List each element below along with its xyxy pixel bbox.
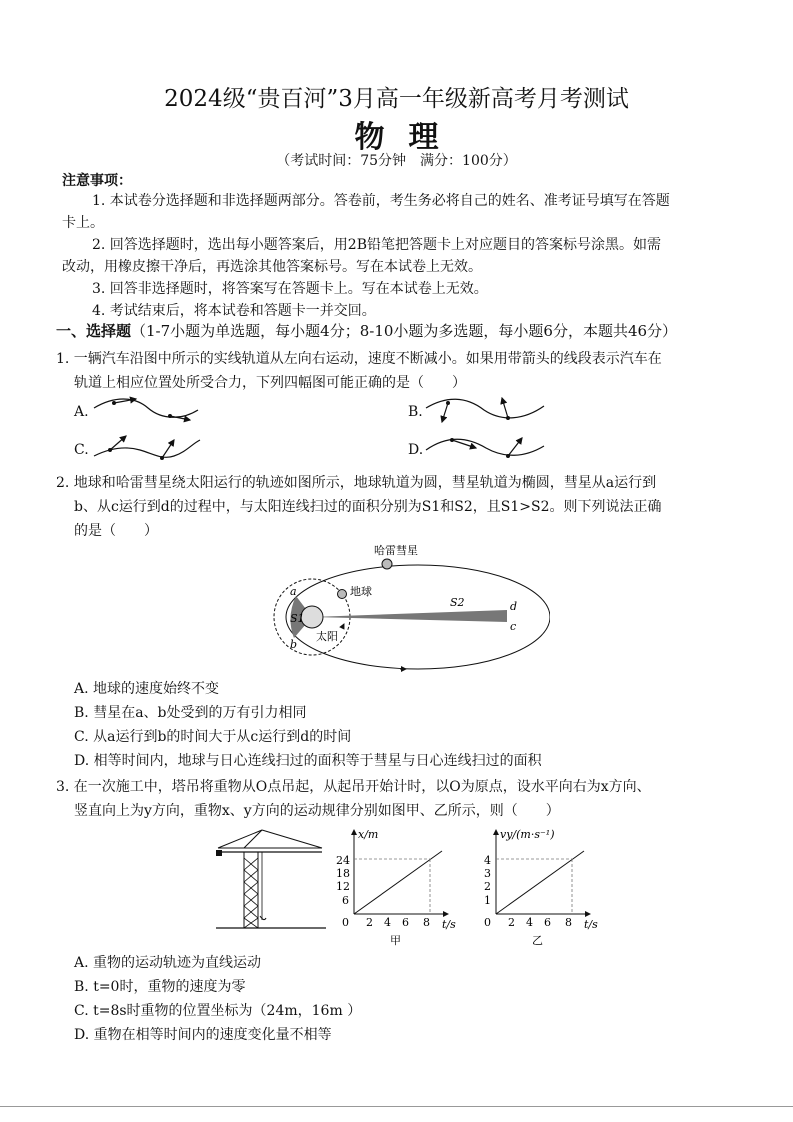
yi-xtick-2: 2 xyxy=(508,916,515,929)
yi-ytick-3: 3 xyxy=(484,867,491,880)
point-c-label: c xyxy=(510,620,517,633)
comet-icon xyxy=(382,559,392,569)
q3-option-c: C. t=8s时重物的位置坐标为（24m，16m ） xyxy=(74,1003,362,1019)
q1-option-c-label: C. xyxy=(74,442,89,458)
graph-yi xyxy=(478,826,628,950)
q2-line2: b、从c运行到d的过程中，与太阳连线扫过的面积分别为S1和S2，且S1>S2。则下列说法正确 xyxy=(74,499,662,515)
s1-label: S1 xyxy=(290,612,305,625)
yi-xlabel: t/s xyxy=(584,918,598,931)
q2-option-c: C. 从a运行到b的时间大于从c运行到d的时间 xyxy=(74,729,352,745)
footer-divider xyxy=(0,1106,793,1107)
q2-option-d: D. 相等时间内，地球与日心连线扫过的面积等于彗星与日心连线扫过的面积 xyxy=(74,753,542,769)
q3-option-d: D. 重物在相等时间内的速度变化量不相等 xyxy=(74,1027,332,1043)
yi-xtick-8: 8 xyxy=(565,916,572,929)
yi-caption: 乙 xyxy=(532,934,543,947)
s2-area xyxy=(312,610,507,622)
s2-label: S2 xyxy=(450,596,465,609)
exam-title: 2024级“贵百河”3月高一年级新高考月考测试 xyxy=(164,86,629,112)
point-d-label: d xyxy=(510,600,518,613)
jia-ytick-24: 24 xyxy=(336,854,350,867)
jia-xtick-2: 2 xyxy=(366,916,373,929)
yi-ylabel: vy/(m·s⁻¹) xyxy=(500,828,555,841)
jia-ytick-0: 0 xyxy=(342,916,349,929)
q1-line2: 轨道上相应位置处所受合力，下列四幅图可能正确的是（ ） xyxy=(74,375,466,391)
notice-item2-line1: 2. 回答选择题时，选出每小题答案后，用2B铅笔把答题卡上对应题目的答案标号涂黑。如需 xyxy=(92,237,662,253)
yi-ytick-4: 4 xyxy=(484,854,491,867)
sun-label: 太阳 xyxy=(316,630,338,643)
q1-option-d-figure xyxy=(424,430,548,464)
jia-ytick-12: 12 xyxy=(336,880,350,893)
q1-option-a-label: A. xyxy=(74,404,89,420)
jia-ytick-18: 18 xyxy=(336,867,350,880)
q2-line1: 2. 地球和哈雷彗星绕太阳运行的轨迹如图所示，地球轨道为圆，彗星轨道为椭圆，彗星从a运行到 xyxy=(56,475,657,491)
point-b-label: b xyxy=(290,638,298,651)
q2-orbit-figure xyxy=(270,540,550,674)
jia-xtick-4: 4 xyxy=(384,916,391,929)
q1-line1: 1. 一辆汽车沿图中所示的实线轨道从左向右运动，速度不断减小。如果用带箭头的线段表示汽车在 xyxy=(56,351,662,367)
notice-item3: 3. 回答非选择题时，将答案写在答题卡上。写在本试卷上无效。 xyxy=(92,281,488,297)
q3-line2: 竖直向上为y方向，重物x、y方向的运动规律分别如图甲、乙所示，则（ ） xyxy=(74,803,560,819)
yi-ytick-2: 2 xyxy=(484,880,491,893)
yi-xtick-6: 6 xyxy=(544,916,551,929)
notice-item1-line1: 1. 本试卷分选择题和非选择题两部分。答卷前，考生务必将自己的姓名、准考证号填写在答题 xyxy=(92,193,670,209)
subject-title: 物理 xyxy=(354,120,463,155)
yi-data-line xyxy=(496,851,584,914)
tower-crane-figure xyxy=(214,826,330,932)
q2-option-b: B. 彗星在a、b处受到的万有引力相同 xyxy=(74,705,307,721)
q3-line1: 3. 在一次施工中，塔吊将重物从O点吊起，从起吊开始计时，以O为原点，设水平向右为x方向、 xyxy=(56,779,651,795)
yi-xtick-4: 4 xyxy=(526,916,533,929)
q3-option-a: A. 重物的运动轨迹为直线运动 xyxy=(74,955,262,971)
notice-heading: 注意事项： xyxy=(62,173,132,189)
yi-ytick-0: 0 xyxy=(484,916,491,929)
point-a-label: a xyxy=(290,585,297,598)
q1-option-a-figure xyxy=(92,394,202,426)
notice-item1-line2: 卡上。 xyxy=(62,215,104,231)
notice-item4: 4. 考试结束后，将本试卷和答题卡一并交回。 xyxy=(92,303,376,319)
jia-xtick-6: 6 xyxy=(402,916,409,929)
jia-ytick-6: 6 xyxy=(342,894,349,907)
q2-option-a: A. 地球的速度始终不变 xyxy=(74,681,220,697)
comet-label: 哈雷彗星 xyxy=(374,544,418,557)
section-desc: （1-7小题为单选题，每小题4分；8-10小题为多选题，每小题6分，本题共46分） xyxy=(131,322,678,340)
graph-jia xyxy=(330,826,480,950)
notice-item2-line2: 改动，用橡皮擦干净后，再选涂其他答案标号。写在本试卷上无效。 xyxy=(62,259,482,275)
yi-ytick-1: 1 xyxy=(484,894,491,907)
jia-ylabel: x/m xyxy=(358,828,379,841)
q1-option-c-figure xyxy=(92,430,202,464)
q3-option-b: B. t=0时，重物的速度为零 xyxy=(74,979,246,995)
earth-label: 地球 xyxy=(350,585,372,598)
section-heading xyxy=(56,320,677,341)
jia-data-line xyxy=(354,851,442,914)
q1-option-b-label: B. xyxy=(408,404,423,420)
jia-xlabel: t/s xyxy=(442,918,456,931)
jia-xtick-8: 8 xyxy=(423,916,430,929)
time-info: （考试时间：75分钟 满分：100分） xyxy=(276,153,517,169)
jia-caption: 甲 xyxy=(390,934,401,947)
section-label: 一、选择题 xyxy=(56,322,132,340)
q1-option-b-figure xyxy=(424,394,548,428)
q2-line3: 的是（ ） xyxy=(74,523,158,539)
q1-option-d-label: D. xyxy=(408,442,424,458)
earth-icon xyxy=(338,590,347,599)
